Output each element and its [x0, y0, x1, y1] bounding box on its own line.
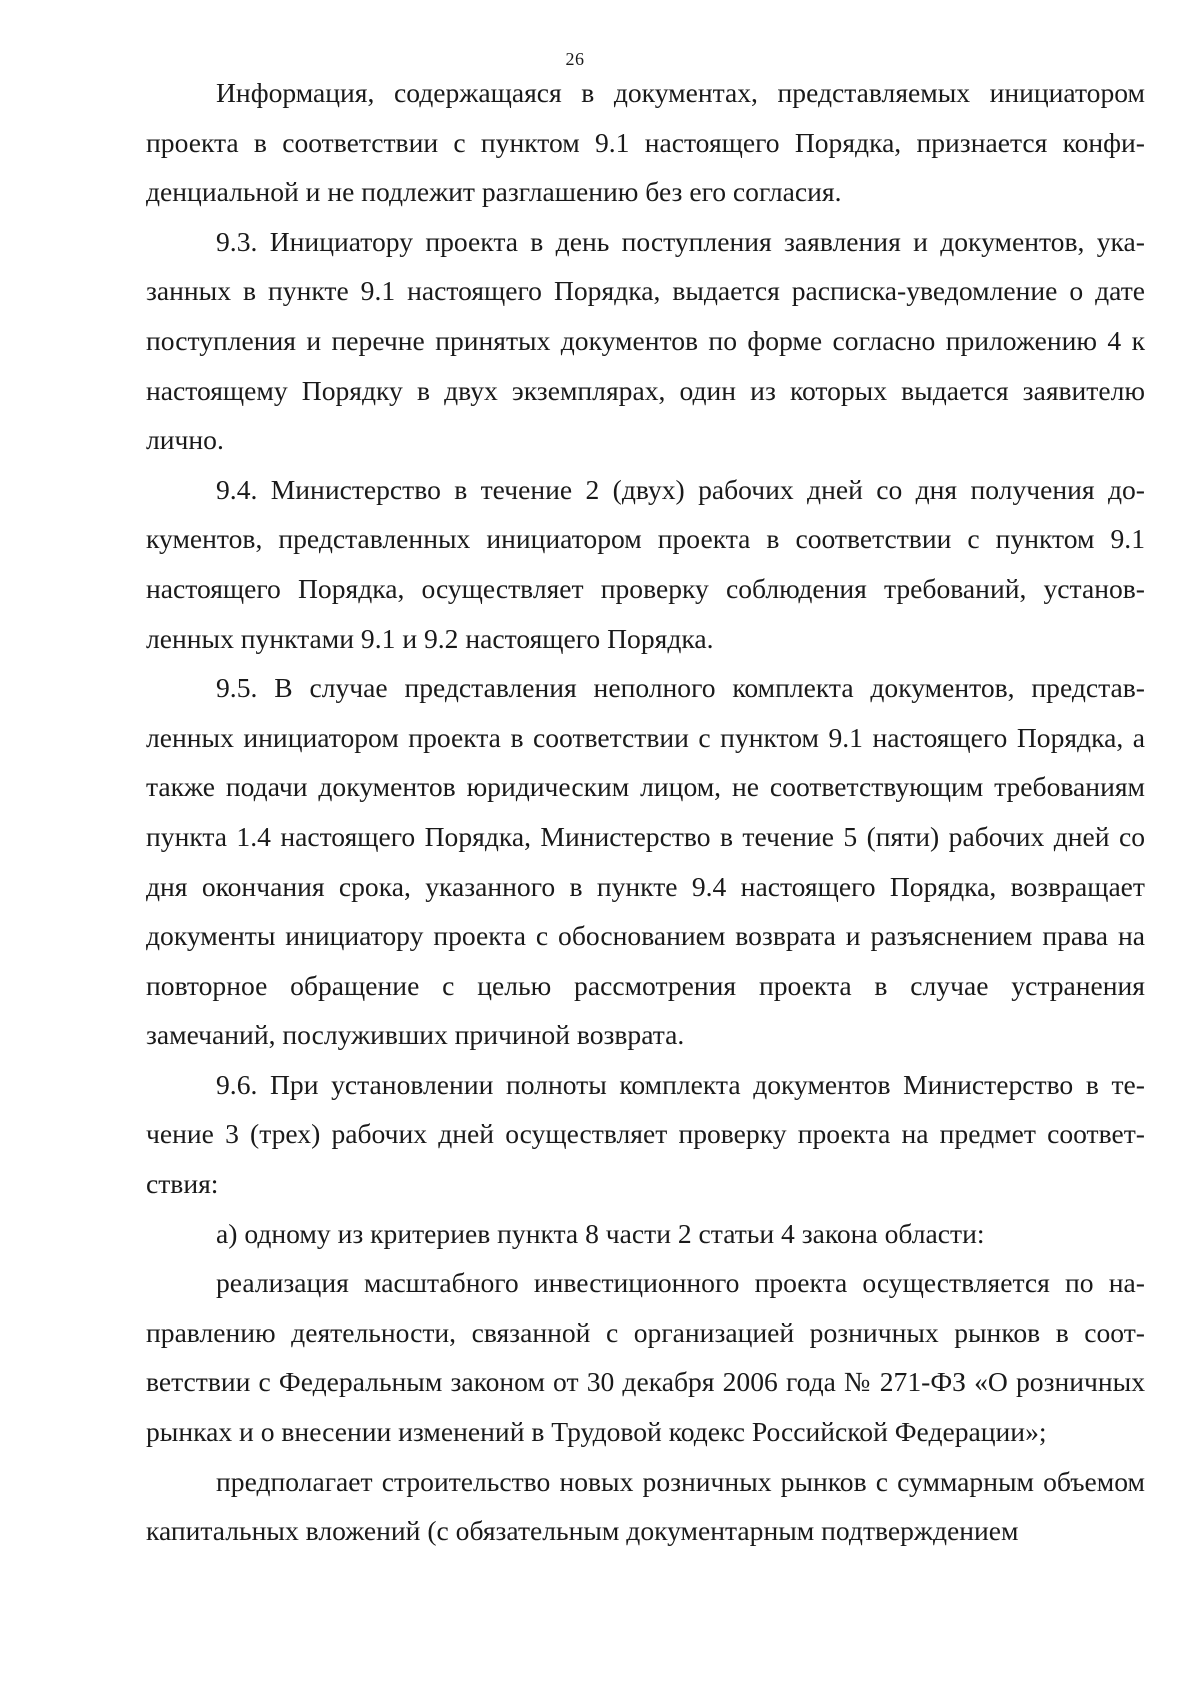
- paragraph-9-6-a: а) одному из критериев пункта 8 части 2 статьи 4 закона области:: [216, 1217, 985, 1249]
- paragraph-9-6: 9.6. При установлении полноты комплекта документов Министерство в течение 3 (трех) рабочих дней осуществляет проверку проекта на предмет соответствия:: [146, 1068, 1145, 1200]
- paragraph-9-5: 9.5. В случае представления неполного комплекта документов, представленных инициатором проекта в соответствии с пунктом 9.1 настоящего Порядка, а также подачи документов юридическим лицом, не соответствующим требованиям пункта 1.4 настоящего Порядка, Министерство в течение 5 (пяти) рабочих дней со дня окончания срока, указанного в пункте 9.4 настоящего Порядка, возвращает документы инициатору проекта с обоснованием возврата и разъяснением права на повторное обращение с целью рассмотрения проекта в случае устранения замечаний, послуживших причиной возврата.: [146, 672, 1145, 1051]
- document-body: [146, 68, 1145, 1556]
- paragraph-construction: предполагает строительство новых розничных рынков с суммарным объемом капитальных вложений (с обязательным документарным подтверждением: [146, 1465, 1145, 1547]
- paragraph-9-4: 9.4. Министерство в течение 2 (двух) рабочих дней со дня получения документов, представленных инициатором проекта в соответствии с пунктом 9.1 настоящего Порядка, осуществляет проверку соблюдения требований, установленных пунктами 9.1 и 9.2 настоящего Порядка.: [146, 473, 1145, 654]
- paragraph-confidentiality: Информация, содержащаяся в документах, представляемых инициатором проекта в соответствии с пунктом 9.1 настоящего Порядка, признается конфиденциальной и не подлежит разглашению без его согласия.: [146, 77, 1145, 208]
- paragraph-retail-markets: реализация масштабного инвестиционного проекта осуществляется по направлению деятельности, связанной с организацией розничных рынков в соответствии с Федеральным законом от 30 декабря 2006 года № 271-ФЗ «О розничных рынках и о внесении изменений в Трудовой кодекс Российской Федерации»;: [146, 1267, 1145, 1448]
- page-number: 26: [565, 49, 585, 69]
- paragraph-9-3: 9.3. Инициатору проекта в день поступления заявления и документов, указанных в пункте 9.1 настоящего Порядка, выдается расписка-уведомление о дате поступления и перечне принятых документов по форме согласно приложению 4 к настоящему Порядку в двух экземплярах, один из которых выдается заявителю лично.: [146, 225, 1145, 456]
